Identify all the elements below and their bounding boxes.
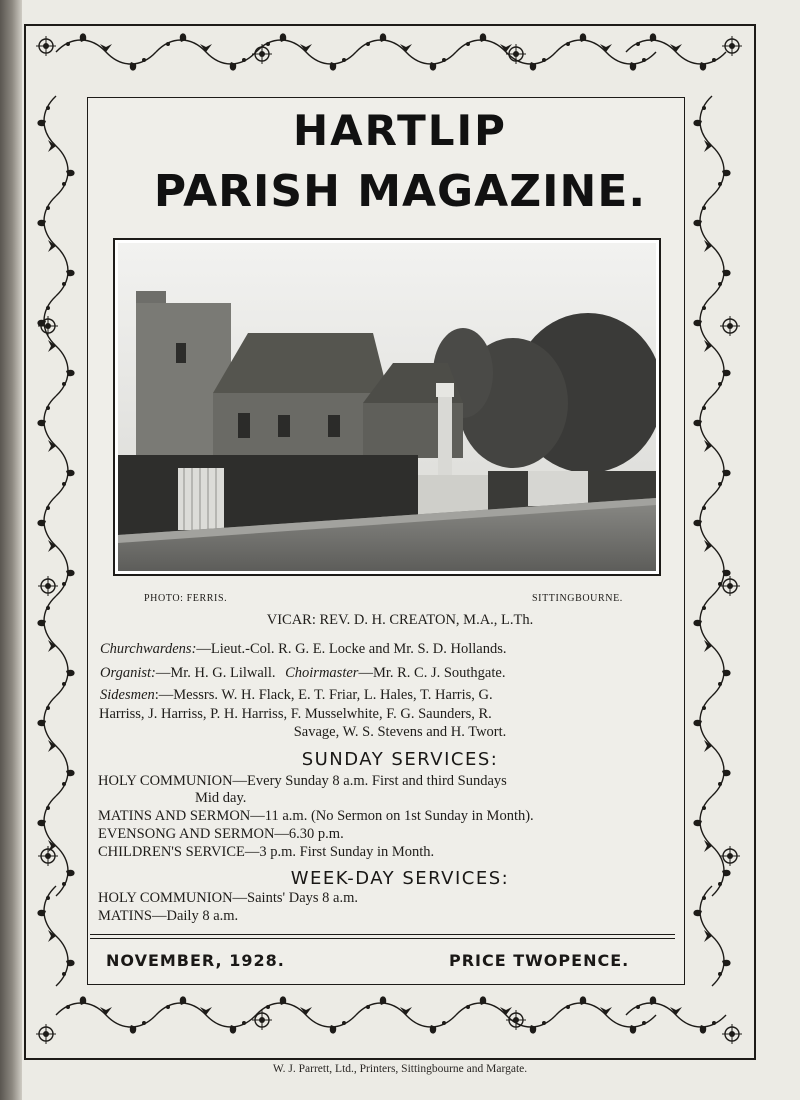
footer-rule-double [90, 938, 675, 939]
sunday-childrens-service: CHILDREN'S SERVICE—3 p.m. First Sunday in Month. [98, 844, 435, 860]
organist-text: —Mr. H. G. Lilwall. [155, 665, 276, 681]
footer-rule-top [90, 934, 675, 935]
organist-label: Organist: [100, 665, 156, 681]
choirmaster-text: —Mr. R. C. J. Southgate. [358, 665, 506, 681]
photo-credit-left: PHOTO: FERRIS. [144, 593, 228, 604]
sidesmen-line-1 [100, 687, 493, 704]
issue-date: NOVEMBER, 1928. [106, 951, 285, 970]
printer-imprint: W. J. Parrett, Ltd., Printers, Sittingbourne and Margate. [272, 1063, 528, 1075]
sidesmen-text-1: :—Messrs. W. H. Flack, E. T. Friar, L. Hales, T. Harris, G. [154, 687, 493, 703]
sidesmen-label: Sidesmen [100, 687, 155, 703]
weekday-holy-communion: HOLY COMMUNION—Saints' Days 8 a.m. [98, 890, 359, 906]
sunday-holy-communion: HOLY COMMUNION—Every Sunday 8 a.m. First and third Sundays [98, 773, 507, 789]
church-photograph [113, 238, 661, 576]
weekday-matins: MATINS—Daily 8 a.m. [98, 908, 239, 924]
sunday-evensong: EVENSONG AND SERMON—6.30 p.m. [98, 826, 344, 842]
issue-price: PRICE TWOPENCE. [449, 951, 630, 970]
photo-credit-right: SITTINGBOURNE. [532, 593, 623, 604]
book-spine-shadow [0, 0, 22, 1100]
masthead-title-line1: HARTLIP [293, 106, 507, 155]
churchwardens-label: Churchwardens: [100, 641, 197, 657]
sidesmen-line-3: Savage, W. S. Stevens and H. Twort. [293, 724, 507, 740]
church-photo-illustration [118, 243, 656, 571]
sidesmen-line-2: Harriss, J. Harriss, P. H. Harriss, F. Musselwhite, F. G. Saunders, R. [99, 706, 492, 722]
sunday-holy-communion-cont: Mid day. [195, 790, 247, 806]
churchwardens-line [100, 641, 507, 658]
sunday-matins: MATINS AND SERMON—11 a.m. (No Sermon on 1st Sunday in Month). [98, 808, 534, 824]
churchwardens-text: —Lieut.-Col. R. G. E. Locke and Mr. S. D. Hollands. [196, 641, 507, 657]
sunday-services-heading: SUNDAY SERVICES: [301, 749, 499, 770]
weekday-services-heading: WEEK-DAY SERVICES: [290, 868, 510, 889]
organist-line [100, 665, 505, 682]
choirmaster-label: Choirmaster [285, 665, 359, 681]
vicar-line: VICAR: REV. D. H. CREATON, M.A., L.Th. [266, 612, 534, 628]
masthead-title-line2: PARISH MAGAZINE. [153, 166, 647, 217]
